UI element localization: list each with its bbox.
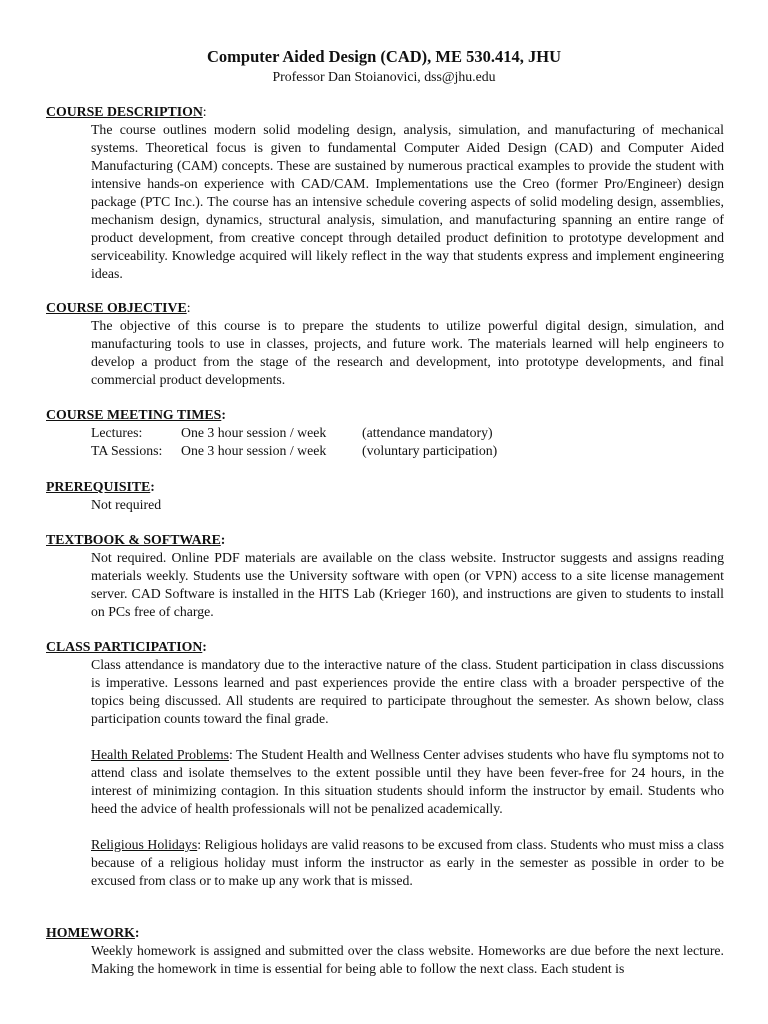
meeting-label: TA Sessions: bbox=[91, 443, 163, 458]
textbook-section bbox=[46, 531, 724, 621]
meeting-label: Lectures: bbox=[91, 425, 143, 440]
religious-holidays-body: : Religious holidays are valid reasons to be excused from class. Students who must miss a class because of a religious holiday must inform the instructor as early in the semester as possible in order to be excused from class or to make up any work that is missed. bbox=[91, 837, 724, 888]
religious-holidays-paragraph bbox=[91, 836, 724, 890]
heading-colon: : bbox=[220, 532, 226, 547]
textbook-heading bbox=[46, 531, 724, 549]
prerequisite-section bbox=[46, 478, 724, 514]
course-description-body: The course outlines modern solid modeling design, analysis, simulation, and manufacturing of mechanical systems. Theoretical focus is given to fundamental Computer Aided Design (CAD) and Computer Aided Manufacturing (CAM) concepts. These are sustained by numerous practical examples to provide the student with intensive hands-on experience with CAD/CAM. Implementations use the Creo (former Pro/Engineer) design package (PTC Inc.). The course has an intensive schedule covering aspects of solid modeling design, assemblies, mechanism design, dynamics, structural analysis, simulation, and manufacturing spanning an entire range of product development, from creative concept through detailed product definition to prototype development and serviceability. Knowledge acquired will likely reflect in the way that students express and implement engineering ideas. bbox=[91, 122, 724, 281]
course-objective-heading bbox=[46, 299, 724, 317]
meeting-row-lectures bbox=[91, 424, 724, 442]
meeting-session: One 3 hour session / week bbox=[181, 425, 327, 440]
prerequisite-body: Not required bbox=[91, 497, 162, 512]
prerequisite-heading-text: PREREQUISITE bbox=[46, 479, 151, 494]
meeting-note: (attendance mandatory) bbox=[362, 425, 493, 440]
document-title: Computer Aided Design (CAD), ME 530.414, JHU bbox=[207, 47, 561, 66]
course-description-heading bbox=[46, 103, 724, 121]
homework-section bbox=[46, 924, 724, 978]
document-subtitle: Professor Dan Stoianovici, dss@jhu.edu bbox=[272, 69, 496, 84]
class-participation-heading bbox=[46, 638, 724, 656]
course-objective-body: The objective of this course is to prepare the students to utilize powerful digital design, simulation, and manufacturing tools to use in classes, projects, and future work. The materials learned will help engineers to develop a product from the stage of the research and development, into prototype developments, and final commercial product developments. bbox=[91, 318, 724, 387]
heading-colon: : bbox=[134, 925, 140, 940]
class-participation-heading-text: CLASS PARTICIPATION bbox=[46, 639, 203, 654]
homework-heading bbox=[46, 924, 724, 942]
heading-colon: : bbox=[202, 639, 207, 654]
course-objective-heading-text: COURSE OBJECTIVE bbox=[46, 300, 187, 315]
health-problems-label: Health Related Problems bbox=[91, 747, 230, 762]
course-objective-section bbox=[46, 299, 724, 389]
textbook-body: Not required. Online PDF materials are available on the class website. Instructor suggests and assigns reading materials weekly. Students use the University software with open (or VPN) access to a site license management server. CAD Software is installed in the HITS Lab (Krieger 160), and instructions are given to students to install on PCs free of charge. bbox=[91, 550, 724, 619]
homework-body: Weekly homework is assigned and submitted over the class website. Homeworks are due before the next lecture. Making the homework in time is essential for being able to follow the next class. Each student is bbox=[91, 943, 724, 976]
course-description-section bbox=[46, 103, 724, 283]
meeting-times-section bbox=[46, 406, 724, 460]
course-description-heading-text: COURSE DESCRIPTION bbox=[46, 104, 203, 119]
heading-colon: : bbox=[202, 104, 207, 119]
homework-heading-text: HOMEWORK bbox=[46, 925, 135, 940]
heading-colon: : bbox=[150, 479, 155, 494]
meeting-times-heading bbox=[46, 406, 724, 424]
religious-holidays-label: Religious Holidays bbox=[91, 837, 198, 852]
health-problems-body: : The Student Health and Wellness Center advises students who have flu symptoms not to attend class and isolate themselves to the extent possible until they have been fever-free for 24 hours, in the interest of minimizing contagion. In this situation students should inform the instructor by email. Students who heed the advice of health professionals will not be penalized academically. bbox=[91, 747, 724, 816]
class-participation-section bbox=[46, 638, 724, 890]
health-problems-paragraph bbox=[91, 746, 724, 818]
heading-colon: : bbox=[186, 300, 191, 315]
textbook-heading-text: TEXTBOOK & SOFTWARE bbox=[46, 532, 221, 547]
heading-colon: : bbox=[221, 407, 226, 422]
prerequisite-heading bbox=[46, 478, 724, 496]
meeting-times-heading-text: COURSE MEETING TIMES bbox=[46, 407, 222, 422]
class-participation-body: Class attendance is mandatory due to the interactive nature of the class. Student participation in class discussions is imperative. Lessons learned and past experiences provide the entire class with a broader perspective of the topics being discussed. All students are required to participate throughout the semester. As shown below, class participation counts toward the final grade. bbox=[91, 657, 724, 726]
meeting-session: One 3 hour session / week bbox=[181, 443, 327, 458]
meeting-row-ta-sessions bbox=[91, 442, 724, 460]
meeting-note: (voluntary participation) bbox=[362, 443, 498, 458]
